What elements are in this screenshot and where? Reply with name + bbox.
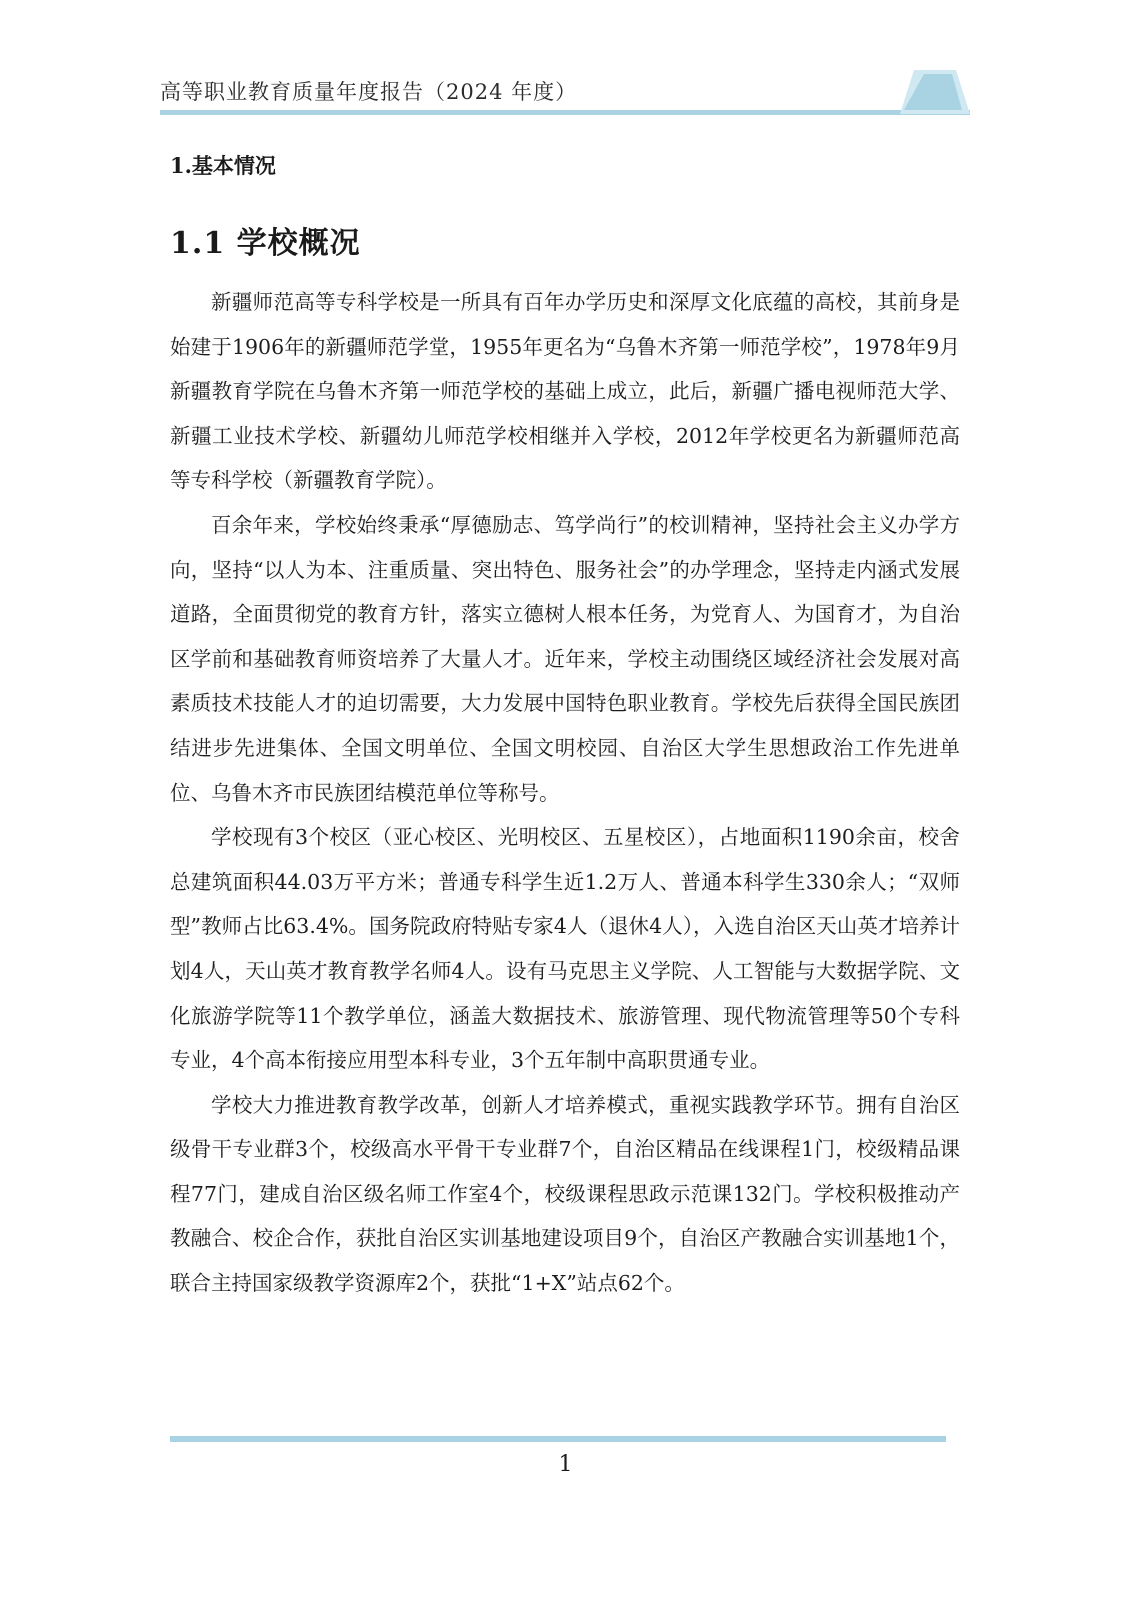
section-title: 1.1 学校概况: [170, 226, 361, 261]
header-decoration: [900, 70, 970, 114]
paragraph: 百余年来，学校始终秉承“厚德励志、笃学尚行”的校训精神，坚持社会主义办学方向，坚持“以人为本、注重质量、突出特色、服务社会”的办学理念，坚持走内涵式发展道路，全面贯彻党的教育方针，落实立德树人根本任务，为党育人、为国育才，为自治区学前和基础教育师资培养了大量人才。近年来，学校主动围绕区域经济社会发展对高素质技术技能人才的迫切需要，大力发展中国特色职业教育。学校先后获得全国民族团结进步先进集体、全国文明单位、全国文明校园、自治区大学生思想政治工作先进单位、乌鲁木齐市民族团结模范单位等称号。: [170, 512, 960, 805]
section-label: 1.基本情况: [170, 153, 276, 178]
header-title: 高等职业教育质量年度报告（2024 年度）: [160, 80, 578, 104]
paragraph: 学校大力推进教育教学改革，创新人才培养模式，重视实践教学环节。拥有自治区级骨干专业群3个，校级高水平骨干专业群7个，自治区精品在线课程1门，校级精品课程77门，建成自治区级名师工作室4个，校级课程思政示范课132门。学校积极推动产教融合、校企合作，获批自治区实训基地建设项目9个，自治区产教融合实训基地1个，联合主持国家级教学资源库2个，获批“1+X”站点62个。: [170, 1092, 960, 1296]
body-text: [170, 280, 960, 1306]
page-number: 1: [558, 1452, 573, 1477]
paragraph: 学校现有3个校区（亚心校区、光明校区、五星校区），占地面积1190余亩，校舍总建筑面积44.03万平方米；普通专科学生近1.2万人、普通本科学生330余人；“双师型”教师占比63.4%。国务院政府特贴专家4人（退休4人），入选自治区天山英才培养计划4人，天山英才教育教学名师4人。设有马克思主义学院、人工智能与大数据学院、文化旅游学院等11个教学单位，涵盖大数据技术、旅游管理、现代物流管理等50个专科专业，4个高本衔接应用型本科专业，3个五年制中高职贯通专业。: [170, 825, 960, 1073]
page-header: [160, 70, 970, 114]
paragraph: 新疆师范高等专科学校是一所具有百年办学历史和深厚文化底蕴的高校，其前身是始建于1906年的新疆师范学堂，1955年更名为“乌鲁木齐第一师范学校”，1978年9月新疆教育学院在乌鲁木齐第一师范学校的基础上成立，此后，新疆广播电视师范大学、新疆工业技术学校、新疆幼儿师范学校相继并入学校，2012年学校更名为新疆师范高等专科学校（新疆教育学院）。: [170, 290, 960, 493]
footer-rule: [170, 1436, 946, 1442]
header-rule: [160, 110, 970, 115]
